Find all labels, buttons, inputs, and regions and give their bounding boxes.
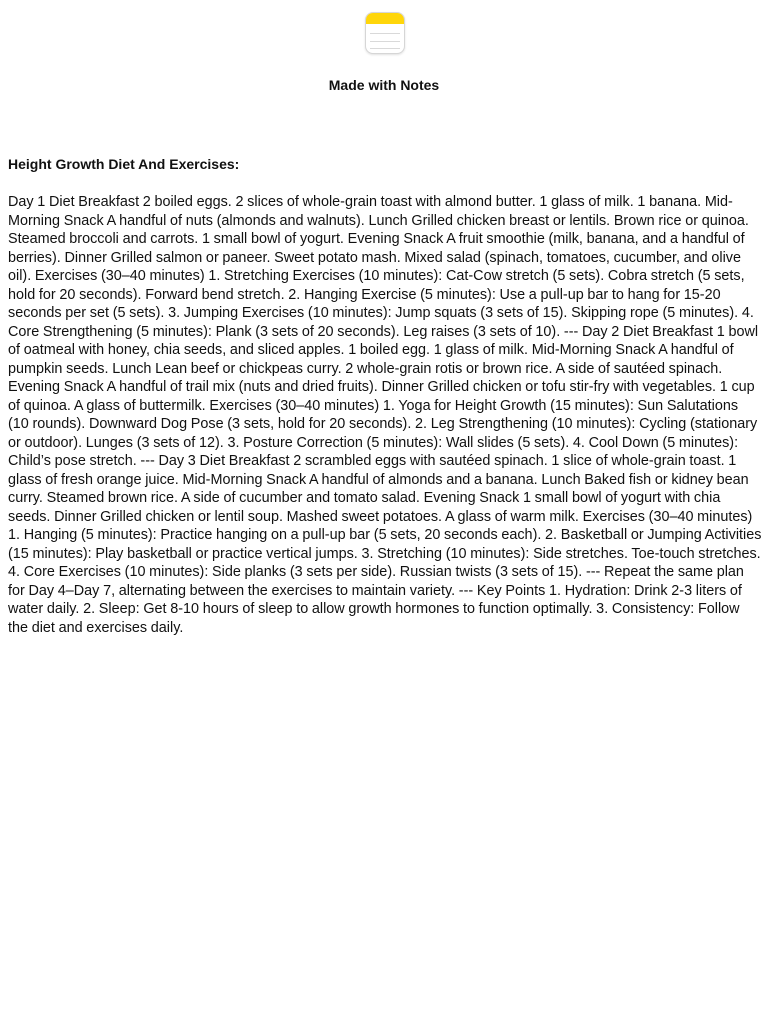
notes-header xyxy=(0,0,768,110)
note-content xyxy=(8,155,762,637)
notes-app-icon xyxy=(365,12,405,54)
notes-icon-line xyxy=(370,33,400,34)
note-body: Day 1 Diet Breakfast 2 boiled eggs. 2 slices of whole-grain toast with almond butter. 1 glass of milk. 1 banana. Mid-Morning Snack A handful of nuts (almonds and walnuts). Lunch Grilled chicken breast or lentils. Brown rice or quinoa. Steamed broccoli and carrots. 1 small bowl of yogurt. Evening Snack A fruit smoothie (milk, banana, and a handful of berries). Dinner Grilled salmon or paneer. Sweet potato mash. Mixed salad (spinach, tomatoes, cucumber, and olive oil). Exercises (30–40 minutes) 1. Stretching Exercises (10 minutes): Cat-Cow stretch (5 sets). Cobra stretch (5 sets, hold for 20 seconds). Forward bend stretch. 2. Hanging Exercise (5 minutes): Use a pull-up bar to hang for 15-20 seconds per set (5 sets). 3. Jumping Exercises (10 minutes): Jump squats (3 sets of 15). Skipping rope (5 minutes). 4. Core Strengthening (5 minutes): Plank (3 sets of 20 seconds). Leg raises (3 sets of 10). --- Day 2 Diet Breakfast 1 bowl of oatmeal with honey, chia seeds, and sliced apples. 1 boiled egg. 1 glass of milk. Mid-Morning Snack A handful of pumpkin seeds. Lunch Lean beef or chickpeas curry. 2 whole-grain rotis or brown rice. A side of sautéed spinach. Evening Snack A handful of trail mix (nuts and dried fruits). Dinner Grilled chicken or tofu stir-fry with vegetables. 1 cup of quinoa. A glass of buttermilk. Exercises (30–40 minutes) 1. Yoga for Height Growth (15 minutes): Sun Salutations (10 rounds). Downward Dog Pose (3 sets, hold for 20 seconds). 2. Leg Strengthening (10 minutes): Cycling (stationary or outdoor). Lunges (3 sets of 12). 3. Posture Correction (5 minutes): Wall slides (5 sets). 4. Cool Down (5 minutes): Child’s pose stretch. --- Day 3 Diet Breakfast 2 scrambled eggs with sautéed spinach. 1 slice of whole-grain toast. 1 glass of fresh orange juice. Mid-Morning Snack A handful of almonds and a banana. Lunch Baked fish or kidney bean curry. Steamed brown rice. A side of cucumber and tomato salad. Evening Snack 1 small bowl of yogurt with chia seeds. Dinner Grilled chicken or lentil soup. Mashed sweet potatoes. A glass of warm milk. Exercises (30–40 minutes) 1. Hanging (5 minutes): Practice hanging on a pull-up bar (5 sets, 20 seconds each). 2. Basketball or Jumping Activities (15 minutes): Play basketball or practice vertical jumps. 3. Stretching (10 minutes): Side stretches. Toe-touch stretches. 4. Core Exercises (10 minutes): Side planks (3 sets per side). Russian twists (3 sets of 15). --- Repeat the same plan for Day 4–Day 7, alternating between the exercises to maintain variety. --- Key Points 1. Hydration: Drink 2-3 liters of water daily. 2. Sleep: Get 8-10 hours of sleep to allow growth hormones to function optimally. 3. Consistency: Follow the diet and exercises daily. xyxy=(8,194,762,636)
note-title: Height Growth Diet And Exercises: xyxy=(8,156,240,172)
made-with-notes-label: Made with Notes xyxy=(328,77,440,93)
notes-icon-line xyxy=(370,41,400,42)
notes-icon-band xyxy=(366,13,404,24)
notes-icon-line xyxy=(370,48,400,49)
